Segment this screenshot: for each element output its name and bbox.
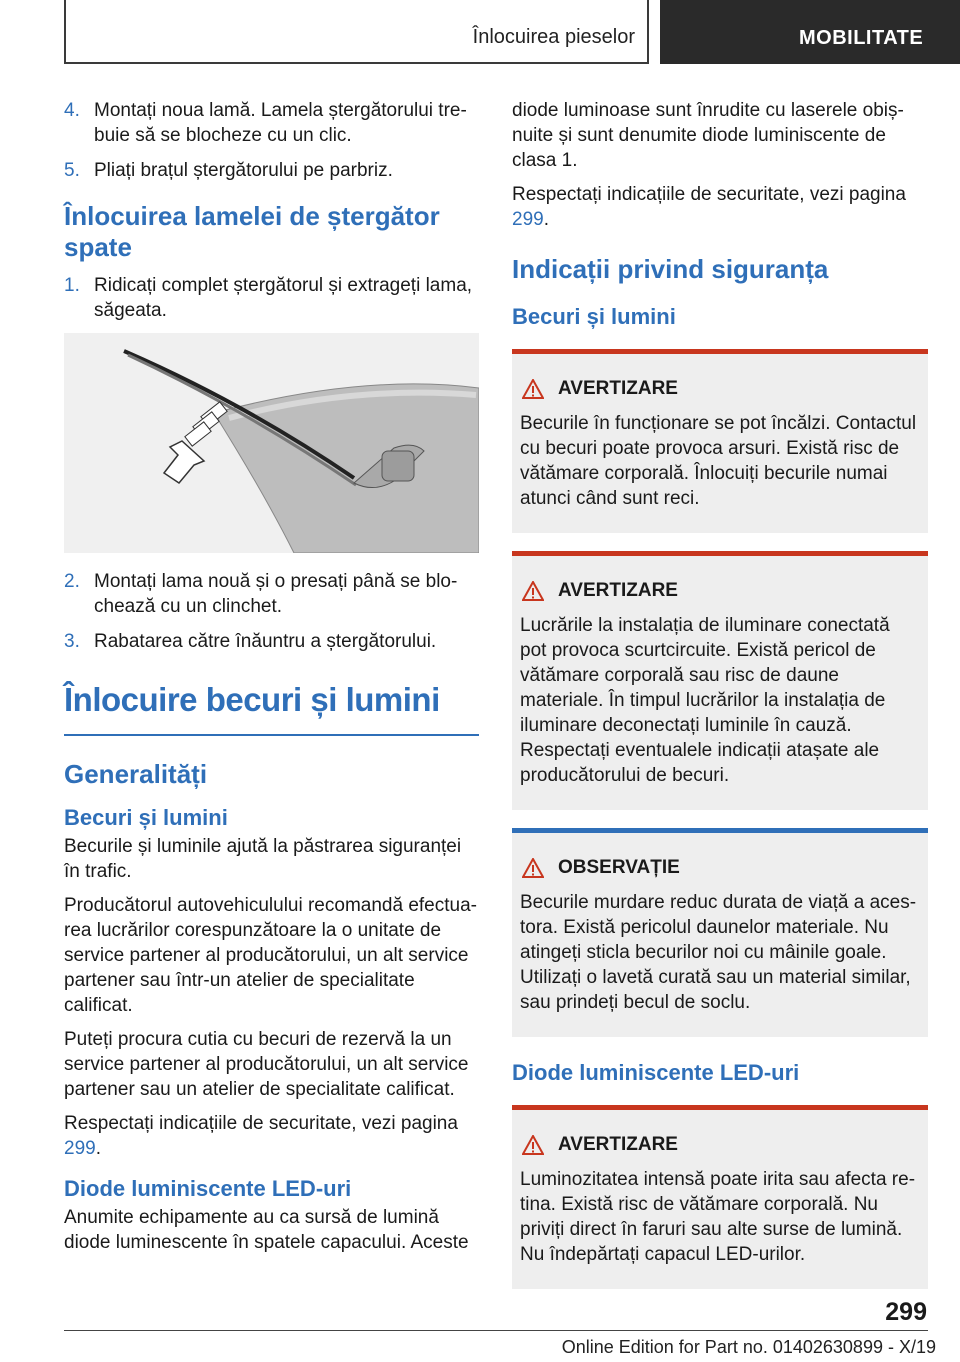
note-box [512,828,928,1037]
warning-text: Lucrările la instalația de iluminare conectată pot provoca scurtcircuite. Există pericol de vătămare corporală sau risc de daune materiale. În timpul lucrărilor la instalația de iluminare deconectați luminile în cauză. Respectați eventualele indicații atașate ale producătorului de becuri. [520,615,890,786]
note-title [520,855,920,880]
chapter-heading: Înlocuire becuri și lumini [64,680,479,736]
led-heading: Diode luminiscente LED-uri [64,1176,352,1201]
warning-box [512,349,928,533]
step-text: Rabatarea către înăuntru a ștergătorului. [94,631,437,652]
warning-text: Becurile în funcționare se pot încălzi. Contactul cu becuri poate provoca arsuri. Există risc de vătămare corporală. Înlocuiți becurile numai atunci când sunt reci. [520,413,917,509]
footer-divider [64,1330,928,1331]
general-heading: Generalități [64,759,208,789]
step-text: Montați lama nouă și o presați până se blochează cu un clinchet. [94,571,458,617]
paragraph: Puteți procura cutia cu becuri de rezervă la un service partener al producătorului, un alt service partener sau un atelier de specialitate calificat. [64,1029,469,1100]
warning-icon [522,1135,544,1155]
wiper-illustration [64,333,479,553]
step-number: 2. [64,571,80,592]
step-text: Pliați brațul ștergătorului pe parbriz. [94,160,393,181]
step-item [64,629,479,654]
led-heading: Diode luminiscente LED-uri [512,1060,800,1085]
note-label: OBSERVAȚIE [558,857,680,878]
header-section-box [64,0,649,64]
paragraph: Producătorul autovehiculului recomandă efectuarea lucrărilor corespunzătoare la o unitate de service partener al producătorului, un alt service partener sau într-un atelier de specialitate calificat. [64,895,477,1016]
paragraph: Anumite echipamente au ca sursă de lumină diode luminescente în spatele capacului. Aceste [64,1207,469,1253]
right-column [512,98,928,1307]
step-item [64,98,479,148]
step-number: 3. [64,631,80,652]
step-item [64,158,479,183]
step-text: Ridicați complet ștergătorul și extrageți lama, săgeata. [94,275,473,321]
step-number: 1. [64,275,80,296]
warning-label: AVERTIZARE [558,378,678,399]
bulbs-heading: Becuri și lumini [64,805,228,830]
warning-box [512,1105,928,1289]
page-number: 299 [885,1298,927,1326]
rear-wiper-heading: Înlocuirea lamelei de ștergător spate [64,201,440,262]
warning-label: AVERTIZARE [558,580,678,601]
warning-icon [522,581,544,601]
warning-icon [522,858,544,878]
paragraph [512,182,928,232]
footer-edition: Online Edition for Part no. 01402630899 - X/19 [561,1337,936,1357]
left-column [64,98,479,1264]
page-link[interactable]: 299 [64,1138,96,1159]
chapter-label: MOBILITATE [799,27,924,49]
warning-icon [522,379,544,399]
step-text: Montați noua lamă. Lamela ștergătorului trebuie să se blocheze cu un clic. [94,100,467,146]
step-item [64,569,479,619]
paragraph-end: . [543,209,549,230]
paragraph-end: . [95,1138,101,1159]
bulbs-heading: Becuri și lumini [512,304,676,329]
header-chapter-box [660,0,960,64]
paragraph [64,1111,479,1161]
warning-label: AVERTIZARE [558,1134,678,1155]
warning-text: Luminozitatea intensă poate irita sau afecta retina. Există risc de vătămare corporală. Nu priviți direct în faruri sau alte surse de lumină. Nu îndepărtați capacul LED-urilor. [520,1169,916,1265]
paragraph: diode luminoase sunt înrudite cu laserele obișnuite și sunt denumite diode luminiscente de clasa 1. [512,100,904,171]
paragraph-text: Respectați indicațiile de securitate, vezi pagina [64,1113,458,1134]
paragraph-text: Respectați indicațiile de securitate, vezi pagina [512,184,906,205]
warning-title [520,1132,920,1157]
page-link[interactable]: 299 [512,209,544,230]
warning-title [520,578,920,603]
paragraph: Becurile și luminile ajută la păstrarea siguranței în trafic. [64,836,462,882]
note-text: Becurile murdare reduc durata de viață a acestora. Există pericolul daunelor materiale. Nu atingeți sticla becurilor noi cu mâinile goale. Utilizați o lavetă curată sau un material similar, sau prindeți becul de soclu. [520,892,917,1013]
warning-box [512,551,928,810]
warning-title [520,376,920,401]
section-title: Înlocuirea pieselor [472,26,635,48]
step-number: 5. [64,160,80,181]
safety-heading: Indicații privind siguranța [512,254,829,284]
step-item [64,273,479,323]
step-number: 4. [64,100,80,121]
